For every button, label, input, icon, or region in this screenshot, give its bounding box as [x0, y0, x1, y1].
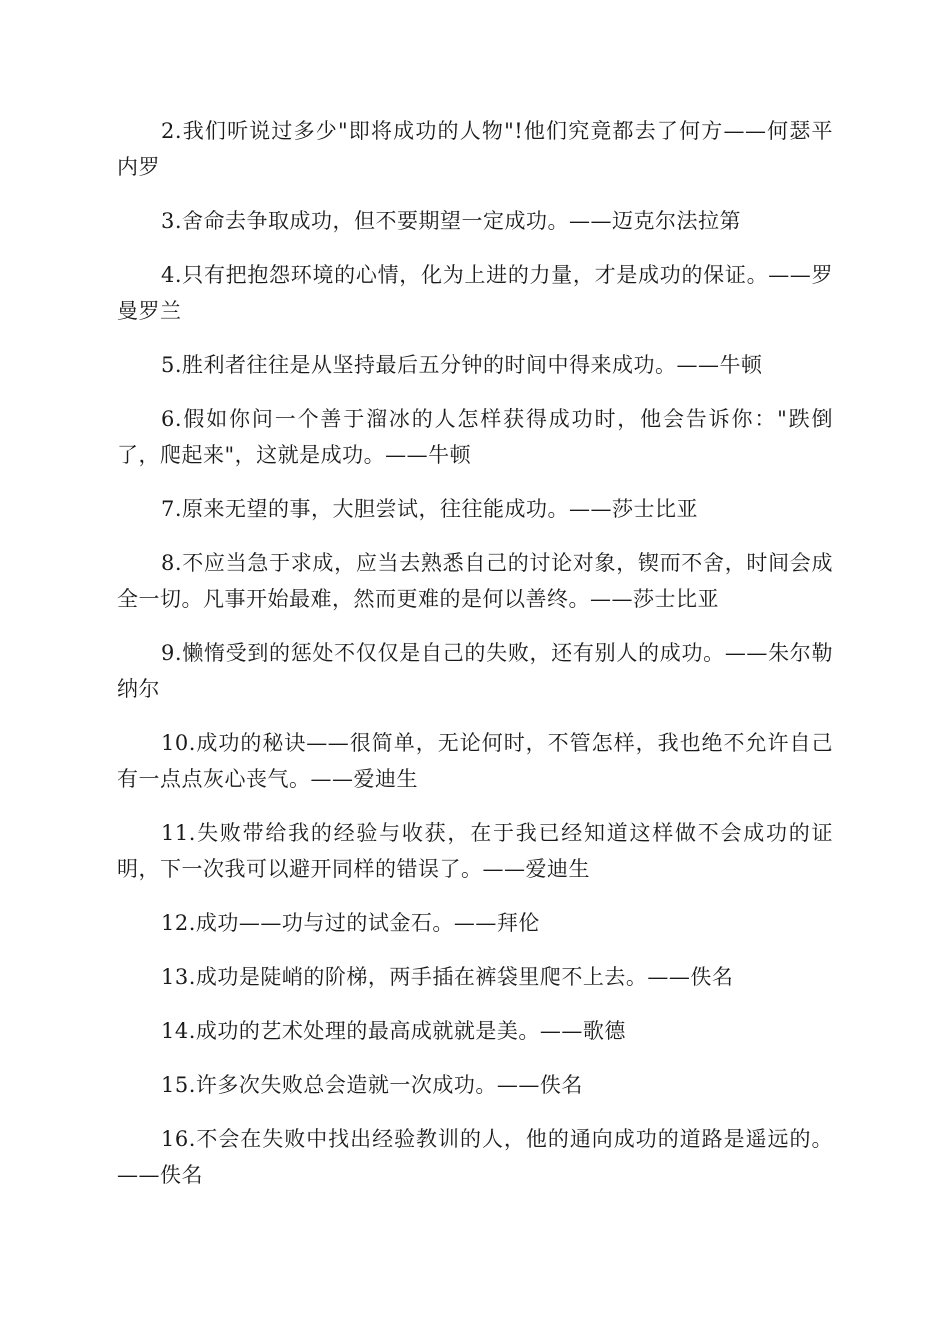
quote-paragraph-14: 14.成功的艺术处理的最高成就就是美。——歌德	[161, 1019, 626, 1043]
quote-paragraph-12: 12.成功——功与过的试金石。——拜伦	[161, 911, 540, 935]
quote-paragraph-11: 11.失败带给我的经验与收获，在于我已经知道这样做不会成功的证明，下一次我可以避开同样的错误了。——爱迪生	[117, 821, 833, 881]
quote-paragraph-10: 10.成功的秘诀——很简单，无论何时，不管怎样，我也绝不允许自己有一点点灰心丧气。——爱迪生	[117, 731, 833, 791]
quote-paragraph-15: 15.许多次失败总会造就一次成功。——佚名	[161, 1073, 583, 1097]
quote-paragraph-2: 2.我们听说过多少"即将成功的人物"!他们究竟都去了何方——何瑟平内罗	[117, 119, 833, 179]
quote-paragraph-16: 16.不会在失败中找出经验教训的人，他的通向成功的道路是遥远的。——佚名	[117, 1127, 833, 1187]
document-body	[117, 113, 833, 1211]
quote-paragraph-4: 4.只有把抱怨环境的心情，化为上进的力量，才是成功的保证。——罗曼罗兰	[117, 263, 833, 323]
quote-paragraph-9: 9.懒惰受到的惩处不仅仅是自己的失败，还有别人的成功。——朱尔勒纳尔	[117, 641, 833, 701]
quote-paragraph-13: 13.成功是陡峭的阶梯，两手插在裤袋里爬不上去。——佚名	[161, 965, 734, 989]
quote-paragraph-7: 7.原来无望的事，大胆尝试，往往能成功。——莎士比亚	[161, 497, 699, 521]
quote-paragraph-8: 8.不应当急于求成，应当去熟悉自己的讨论对象，锲而不舍，时间会成全一切。凡事开始最难，然而更难的是何以善终。——莎士比亚	[117, 551, 833, 611]
quote-paragraph-3: 3.舍命去争取成功，但不要期望一定成功。——迈克尔法拉第	[161, 209, 742, 233]
quote-paragraph-6: 6.假如你问一个善于溜冰的人怎样获得成功时，他会告诉你："跌倒了，爬起来"，这就是成功。——牛顿	[117, 407, 833, 467]
quote-paragraph-5: 5.胜利者往往是从坚持最后五分钟的时间中得来成功。——牛顿	[161, 353, 763, 377]
